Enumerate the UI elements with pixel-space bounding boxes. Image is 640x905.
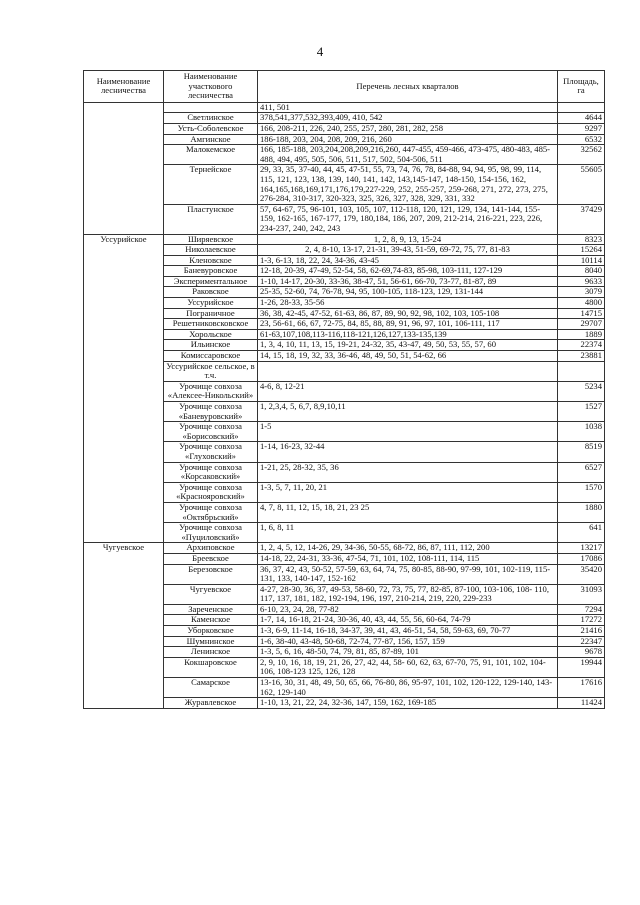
lesnichestvo-cell: Уссурийское [84,234,164,543]
area-cell: 8519 [558,442,605,462]
uchastkovoe-cell: Урочище совхоза «Октябрьский» [164,502,258,522]
table-row [84,102,605,113]
kvartaly-cell: 1-14, 16-23, 32-44 [258,442,558,462]
uchastkovoe-cell: Березовское [164,564,258,584]
kvartaly-cell: 4-27, 28-30, 36, 37, 49-53, 58-60, 72, 73, 75, 77, 82-85, 87-100, 103-106, 108- 110, 117, 137, 181, 182, 192-194, 196, 197, 210-214, 219, 220, 229-233 [258,584,558,604]
kvartaly-cell: 1, 2, 8, 9, 13, 15-24 [258,234,558,245]
uchastkovoe-cell: Урочище совхоза «Борисовский» [164,422,258,442]
area-cell: 1038 [558,422,605,442]
uchastkovoe-cell: Урочище совхоза «Алексее-Никольский» [164,381,258,401]
forest-quarters-table [83,70,605,709]
area-cell: 17086 [558,553,605,564]
area-cell: 8040 [558,266,605,277]
page-number: 4 [316,44,324,59]
kvartaly-cell: 14, 15, 18, 19, 32, 33, 36-46, 48, 49, 50, 51, 54-62, 66 [258,351,558,362]
kvartaly-cell: 1-10, 14-17, 20-30, 33-36, 38-47, 51, 56-61, 66-70, 73-77, 81-87, 89 [258,276,558,287]
kvartaly-cell: 57, 64-67, 75, 96-101, 103, 105, 107, 112-118, 120, 121, 129, 134, 141-144, 155-159, 162-165, 167-177, 179, 180,184, 186, 207, 209, 212-214, 216-221, 223, 226, 234-237, 240, 242, 243 [258,204,558,234]
uchastkovoe-cell: Ширяевское [164,234,258,245]
table-row [84,543,605,554]
uchastkovoe-cell: Урочище совхоза «Краснояровский» [164,482,258,502]
uchastkovoe-cell: Ленинское [164,647,258,658]
uchastkovoe-cell: Уссурийское [164,298,258,309]
kvartaly-cell: 378,541,377,532,393,409, 410, 542 [258,113,558,124]
kvartaly-cell: 1-21, 25, 28-32, 35, 36 [258,462,558,482]
kvartaly-cell: 25-35, 52-60, 74, 76-78, 94, 95, 100-105, 118-123, 129, 131-144 [258,287,558,298]
lesnichestvo-cell: Чугуевское [84,543,164,709]
area-cell: 6527 [558,462,605,482]
uchastkovoe-cell: Баневуровское [164,266,258,277]
kvartaly-cell: 1, 3, 4, 10, 11, 13, 15, 19-21, 24-32, 35, 43-47, 49, 50, 53, 55, 57, 60 [258,340,558,351]
uchastkovoe-cell: Уборковское [164,626,258,637]
area-cell: 35420 [558,564,605,584]
header-area: Площадь, га [558,71,605,103]
table-body [84,102,605,708]
uchastkovoe-cell: Урочище совхоза «Корсаковский» [164,462,258,482]
uchastkovoe-cell: Бреевское [164,553,258,564]
area-cell: 1527 [558,402,605,422]
kvartaly-cell: 13-16, 30, 31, 48, 49, 50, 65, 66, 76-80, 86, 95-97, 101, 102, 120-122, 129-140, 143-162, 129-140 [258,678,558,698]
area-cell: 55605 [558,165,605,204]
area-cell: 3079 [558,287,605,298]
uchastkovoe-cell: Кленовское [164,255,258,266]
area-cell: 17616 [558,678,605,698]
table-header-row [84,71,605,103]
uchastkovoe-cell: Малокемское [164,145,258,165]
area-cell: 7294 [558,604,605,615]
kvartaly-cell: 6-10, 23, 24, 28, 77-82 [258,604,558,615]
area-cell [558,361,605,381]
kvartaly-cell: 14-18, 22, 24-31, 33-36, 47-54, 71, 101, 102, 108-111, 114, 115 [258,553,558,564]
header-uchastkovoe: Наименование участкового лесничества [164,71,258,103]
kvartaly-cell: 1-3, 5, 7, 11, 20, 21 [258,482,558,502]
uchastkovoe-cell: Экспериментальное [164,276,258,287]
kvartaly-cell: 2, 4, 8-10, 13-17, 21-31, 39-43, 51-59, 69-72, 75, 77, 81-83 [258,245,558,256]
kvartaly-cell: 1, 6, 8, 11 [258,523,558,543]
uchastkovoe-cell: Комиссаровское [164,351,258,362]
area-cell: 9297 [558,123,605,134]
uchastkovoe-cell: Усть-Соболевское [164,123,258,134]
uchastkovoe-cell: Пограничное [164,308,258,319]
area-cell: 29707 [558,319,605,330]
uchastkovoe-cell [164,102,258,113]
table-row [84,234,605,245]
area-cell: 1889 [558,329,605,340]
area-cell: 13217 [558,543,605,554]
uchastkovoe-cell: Каменское [164,615,258,626]
area-cell: 32562 [558,145,605,165]
header-kvartaly: Перечень лесных кварталов [258,71,558,103]
uchastkovoe-cell: Самарское [164,678,258,698]
area-cell: 21416 [558,626,605,637]
kvartaly-cell: 1, 2, 4, 5, 12, 14-26, 29, 34-36, 50-55, 68-72, 86, 87, 111, 112, 200 [258,543,558,554]
kvartaly-cell: 1-26, 28-33, 35-56 [258,298,558,309]
uchastkovoe-cell: Николаевское [164,245,258,256]
kvartaly-cell: 2, 9, 10, 16, 18, 19, 21, 26, 27, 42, 44, 58- 60, 62, 63, 67-70, 75, 91, 101, 102, 104-106, 108-123 125, 126, 128 [258,657,558,677]
area-cell: 1880 [558,502,605,522]
uchastkovoe-cell: Урочище совхоза «Баневуровский» [164,402,258,422]
kvartaly-cell [258,361,558,381]
kvartaly-cell: 166, 185-188, 203,204,208,209,216,260, 447-455, 459-466, 473-475, 480-483, 485-488, 494, 495, 505, 506, 511, 517, 502, 504-506, 511 [258,145,558,165]
area-cell: 4644 [558,113,605,124]
uchastkovoe-cell: Хорольское [164,329,258,340]
lesnichestvo-cell [84,102,164,234]
uchastkovoe-cell: Кокшаровское [164,657,258,677]
area-cell: 6532 [558,134,605,145]
kvartaly-cell: 4, 7, 8, 11, 12, 15, 18, 21, 23 25 [258,502,558,522]
uchastkovoe-cell: Зареченское [164,604,258,615]
uchastkovoe-cell: Амгинское [164,134,258,145]
header-lesnichestvo: Наименование лесничества [84,71,164,103]
kvartaly-cell: 36, 37, 42, 43, 50-52, 57-59, 63, 64, 74, 75, 80-85, 88-90, 97-99, 101, 102-119, 115-131, 133, 140-147, 152-162 [258,564,558,584]
uchastkovoe-cell: Раковское [164,287,258,298]
area-cell [558,102,605,113]
area-cell: 4800 [558,298,605,309]
area-cell: 22347 [558,636,605,647]
uchastkovoe-cell: Журавлевское [164,698,258,709]
kvartaly-cell: 1-10, 13, 21, 22, 24, 32-36, 147, 159, 162, 169-185 [258,698,558,709]
uchastkovoe-cell: Пластунское [164,204,258,234]
kvartaly-cell: 61-63,107,108,113-116,118-121,126,127,133-135,139 [258,329,558,340]
uchastkovoe-cell: Урочище совхоза «Пуциловский» [164,523,258,543]
kvartaly-cell: 12-18, 20-39, 47-49, 52-54, 58, 62-69,74-83, 85-98, 103-111, 127-129 [258,266,558,277]
area-cell: 5234 [558,381,605,401]
area-cell: 23881 [558,351,605,362]
area-cell: 10114 [558,255,605,266]
area-cell: 31093 [558,584,605,604]
area-cell: 9633 [558,276,605,287]
kvartaly-cell: 1, 2,3,4, 5, 6,7, 8,9,10,11 [258,402,558,422]
uchastkovoe-cell: Тернейское [164,165,258,204]
kvartaly-cell: 1-5 [258,422,558,442]
uchastkovoe-cell: Светлинское [164,113,258,124]
kvartaly-cell: 186-188, 203, 204, 208, 209, 216, 260 [258,134,558,145]
area-cell: 15264 [558,245,605,256]
kvartaly-cell: 29, 33, 35, 37-40, 44, 45, 47-51, 55, 73, 74, 76, 78, 84-88, 94, 94, 95, 98, 99, 114, 115, 121, 123, 138, 139, 140, 141, 142, 143,145-147, 148-150, 154-156, 162, 164,165,168,169,171,176,179,227-229, 252, 255-257, 259-268, 271, 272, 273, 275, 276-284, 310-317, 320-323, 325, 326, 327, 328, 329, 331, 332 [258,165,558,204]
uchastkovoe-cell: Ильинское [164,340,258,351]
kvartaly-cell: 166, 208-211, 226, 240, 255, 257, 280, 281, 282, 258 [258,123,558,134]
kvartaly-cell: 23, 56-61, 66, 67, 72-75, 84, 85, 88, 89, 91, 96, 97, 101, 106-111, 117 [258,319,558,330]
kvartaly-cell: 36, 38, 42-45, 47-52, 61-63, 86, 87, 89, 90, 92, 98, 102, 103, 105-108 [258,308,558,319]
kvartaly-cell: 1-3, 6-9, 11-14, 16-18, 34-37, 39, 41, 43, 46-51, 54, 58, 59-63, 69, 70-77 [258,626,558,637]
area-cell: 641 [558,523,605,543]
area-cell: 17272 [558,615,605,626]
uchastkovoe-cell: Архиповское [164,543,258,554]
area-cell: 1570 [558,482,605,502]
kvartaly-cell: 1-3, 5, 6, 16, 48-50, 74, 79, 81, 85, 87-89, 101 [258,647,558,658]
area-cell: 11424 [558,698,605,709]
uchastkovoe-cell: Урочище совхоза «Глуховский» [164,442,258,462]
kvartaly-cell: 4-6, 8, 12-21 [258,381,558,401]
area-cell: 14715 [558,308,605,319]
kvartaly-cell: 411, 501 [258,102,558,113]
kvartaly-cell: 1-6, 38-40, 43-48, 50-68, 72-74, 77-87, 156, 157, 159 [258,636,558,647]
area-cell: 22374 [558,340,605,351]
kvartaly-cell: 1-3, 6-13, 18, 22, 24, 34-36, 43-45 [258,255,558,266]
area-cell: 37429 [558,204,605,234]
uchastkovoe-cell: Уссурийское сельское, в т.ч. [164,361,258,381]
uchastkovoe-cell: Решетниковсковское [164,319,258,330]
area-cell: 19944 [558,657,605,677]
kvartaly-cell: 1-7, 14, 16-18, 21-24, 30-36, 40, 43, 44, 55, 56, 60-64, 74-79 [258,615,558,626]
area-cell: 8323 [558,234,605,245]
uchastkovoe-cell: Шумнинское [164,636,258,647]
uchastkovoe-cell: Чугуевское [164,584,258,604]
area-cell: 9678 [558,647,605,658]
